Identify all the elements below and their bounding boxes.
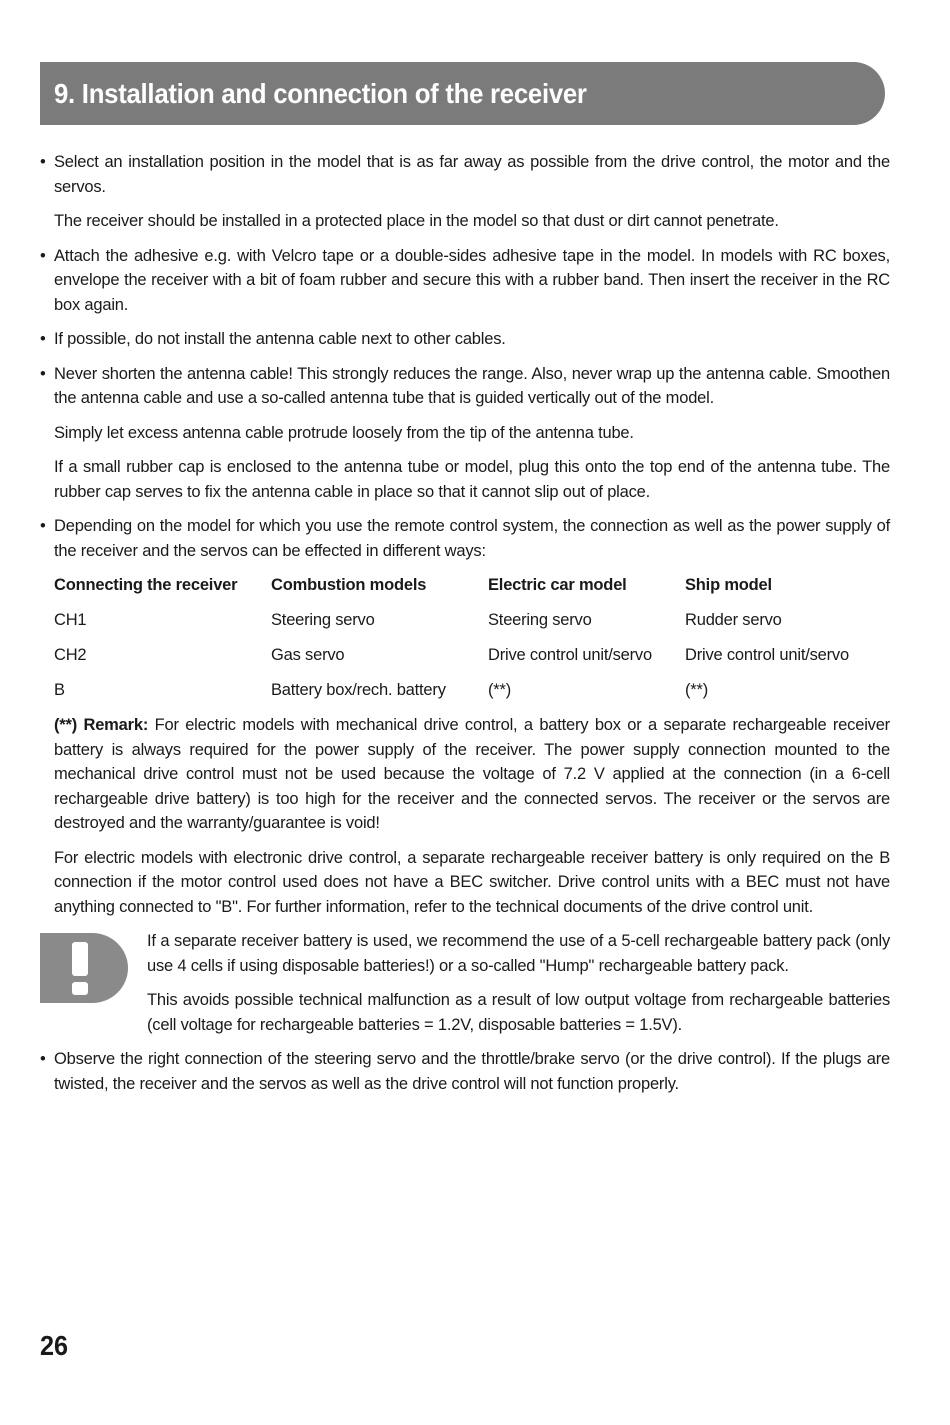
notice-paragraph-battery: If a separate receiver battery is used, we recommend the use of a 5-cell rechargeable battery pack (only use 4 cells if using disposable batteries!) or a so-called "Hump" rechargeable battery pack.	[147, 932, 890, 975]
table-header-cell: Electric car model	[488, 576, 627, 594]
table-cell: Drive control unit/servo	[488, 646, 652, 664]
bullet-adhesive: • Attach the adhesive e.g. with Velcro tape or a double-sides adhesive tape in the model. In models with RC boxes, envelope the receiver with a bit of foam rubber and secure this with a rubber band. Then insert the receiver in the RC box again.	[40, 244, 890, 318]
bullet-antenna-cable-routing: • If possible, do not install the antenna cable next to other cables.	[40, 327, 890, 352]
notice-paragraph-voltage: This avoids possible technical malfunction as a result of low output voltage from rechargeable batteries (cell voltage for rechargeable batteries = 1.2V, disposable batteries = 1.5V).	[147, 991, 890, 1034]
section-header	[40, 62, 885, 125]
paragraph-electronic-drive-control: For electric models with electronic drive control, a separate rechargeable receiver battery is only required on the B connection if the motor control used does not have a BEC switcher. Drive control units with a BEC must not have anything connected to "B". For further information, refer to the technical documents of the drive control unit.	[54, 848, 890, 916]
table-header-cell: Ship model	[685, 576, 772, 594]
bullet-antenna-shorten: • Never shorten the antenna cable! This strongly reduces the range. Also, never wrap up the antenna cable. Smoothen the antenna cable and use a so-called antenna tube that is guided vertically out of the model.	[40, 362, 890, 411]
table-cell: Drive control unit/servo	[685, 646, 849, 664]
table-cell: CH2	[54, 646, 87, 664]
bullet-servo-connection: • Observe the right connection of the steering servo and the throttle/brake servo (or the drive control). If the plugs are twisted, the receiver and the servos as well as the drive control will not function properly.	[40, 1047, 890, 1096]
exclamation-icon	[40, 933, 128, 1003]
connection-table	[54, 573, 890, 713]
paragraph-excess-antenna: Simply let excess antenna cable protrude loosely from the tip of the antenna tube.	[54, 423, 634, 442]
remark-text: For electric models with mechanical drive control, a battery box or a separate rechargeable receiver battery is always required for the power supply of the receiver. The power supply connection mounted to the mechanical drive control must not be used because the voltage of 7.2 V applied at the connection (in a 6-cell rechargeable drive battery) is too high for the receiver and the connected servos. The receiver or the servos are destroyed and the warranty/guarantee is void!	[54, 716, 890, 832]
document-body	[40, 150, 890, 1106]
notice-block	[40, 929, 890, 1037]
table-cell: Steering servo	[488, 611, 592, 629]
bullet-connection-options: • Depending on the model for which you use the remote control system, the connection as well as the power supply of the receiver and the servos can be effected in different ways:	[40, 514, 890, 563]
paragraph-protected-place: The receiver should be installed in a protected place in the model so that dust or dirt cannot penetrate.	[54, 212, 779, 230]
remark-label: (**) Remark:	[54, 716, 149, 734]
bullet-installation-position: • Select an installation position in the model that is as far away as possible from the drive control, the motor and the servos.	[40, 150, 890, 199]
table-cell: Gas servo	[271, 646, 345, 664]
table-cell: (**)	[488, 681, 512, 699]
table-header-cell: Connecting the receiver	[54, 576, 238, 594]
table-cell: Steering servo	[271, 611, 375, 629]
table-cell: CH1	[54, 611, 87, 629]
table-cell: Rudder servo	[685, 611, 782, 629]
table-cell: (**)	[685, 681, 709, 699]
table-cell: B	[54, 681, 65, 699]
paragraph-rubber-cap: If a small rubber cap is enclosed to the antenna tube or model, plug this onto the top end of the antenna tube. The rubber cap serves to fix the antenna cable in place so that it cannot slip out of place.	[54, 458, 890, 501]
table-header-cell: Combustion models	[271, 576, 427, 594]
section-title: 9. Installation and connection of the receiver	[54, 78, 587, 109]
table-cell: Battery box/rech. battery	[271, 681, 446, 699]
page-number: 26	[40, 1330, 69, 1361]
remark-paragraph	[40, 713, 890, 836]
